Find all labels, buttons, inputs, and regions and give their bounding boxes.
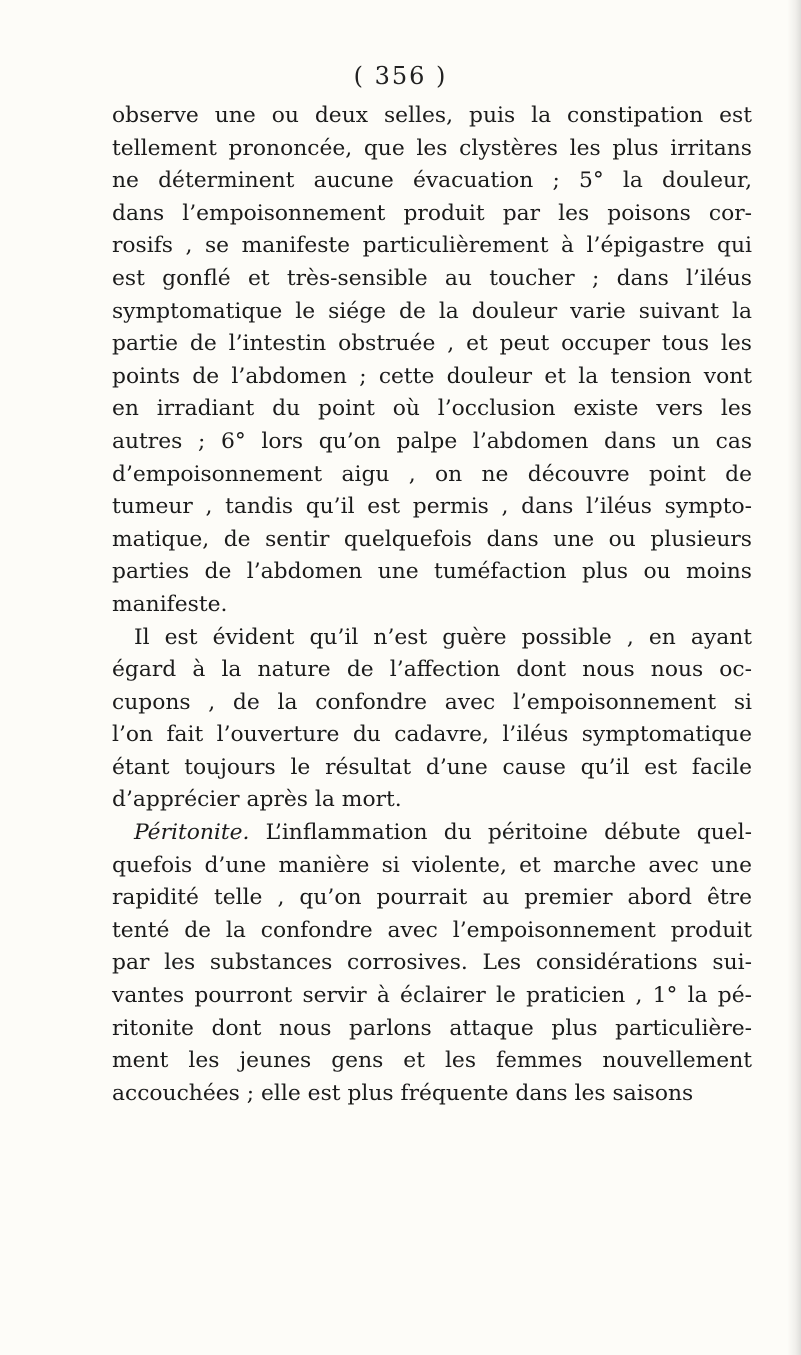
text-line: quefois d’une manière si violente, et marche avec une (112, 852, 752, 878)
text-line: ritonite dont nous parlons attaque plus particulière- (112, 1015, 752, 1041)
text-line: étant toujours le résultat d’une cause qu’il est facile (112, 754, 752, 780)
paragraph-start-line (112, 817, 752, 850)
text-line: vantes pourront servir à éclairer le praticien , 1° la pé- (112, 983, 752, 1009)
text-line: est gonflé et très-sensible au toucher ; dans l’iléus (112, 265, 752, 291)
text-line: rapidité telle , qu’on pourrait au premier abord être (112, 885, 752, 911)
text-line: ment les jeunes gens et les femmes nouvellement (112, 1048, 752, 1074)
text-line: d’empoisonnement aigu , on ne découvre point de (112, 461, 752, 487)
section-heading-peritonite: Péritonite. (134, 820, 250, 846)
text-line: points de l’abdomen ; cette douleur et la tension vont (112, 363, 752, 389)
text-line: symptomatique le siége de la douleur varie suivant la (112, 298, 752, 324)
text-line: observe une ou deux selles, puis la constipation est (112, 103, 752, 128)
text-line: manifeste. (112, 591, 228, 617)
text-line: dans l’empoisonnement produit par les poisons cor- (112, 200, 752, 226)
body-text (112, 100, 752, 1110)
text-line: égard à la nature de l’affection dont nous nous oc- (112, 657, 752, 683)
text-line: ne déterminent aucune évacuation ; 5° la douleur, (112, 168, 752, 194)
text-line: partie de l’intestin obstruée , et peut occuper tous les (112, 331, 752, 357)
text-line: parties de l’abdomen une tuméfaction plus ou moins (112, 559, 752, 585)
text-line-rest: L’inflammation du péritoine débute quel- (265, 820, 752, 846)
text-line: tellement prononcée, que les clystères les plus irritans (112, 135, 752, 161)
text-line: par les substances corrosives. Les considérations sui- (112, 950, 752, 976)
text-line: l’on fait l’ouverture du cadavre, l’iléus symptomatique (112, 722, 752, 748)
text-line: rosifs , se manifeste particulièrement à l’épigastre qui (112, 233, 752, 259)
page-number: ( 356 ) (353, 62, 448, 90)
text-line: matique, de sentir quelquefois dans une ou plusieurs (112, 526, 752, 552)
page-edge-shadow (787, 0, 801, 1355)
text-line: accouchées ; elle est plus fréquente dans les saisons (112, 1080, 694, 1106)
paragraph-start-line: Il est évident qu’il n’est guère possible , en ayant (134, 624, 752, 650)
text-line: autres ; 6° lors qu’on palpe l’abdomen dans un cas (112, 428, 752, 454)
text-line: d’apprécier après la mort. (112, 787, 402, 813)
text-line: tumeur , tandis qu’il est permis , dans l’iléus sympto- (112, 494, 752, 520)
text-line: cupons , de la confondre avec l’empoisonnement si (112, 689, 752, 715)
text-line: en irradiant du point où l’occlusion existe vers les (112, 396, 752, 422)
text-line: tenté de la confondre avec l’empoisonnement produit (112, 917, 752, 943)
